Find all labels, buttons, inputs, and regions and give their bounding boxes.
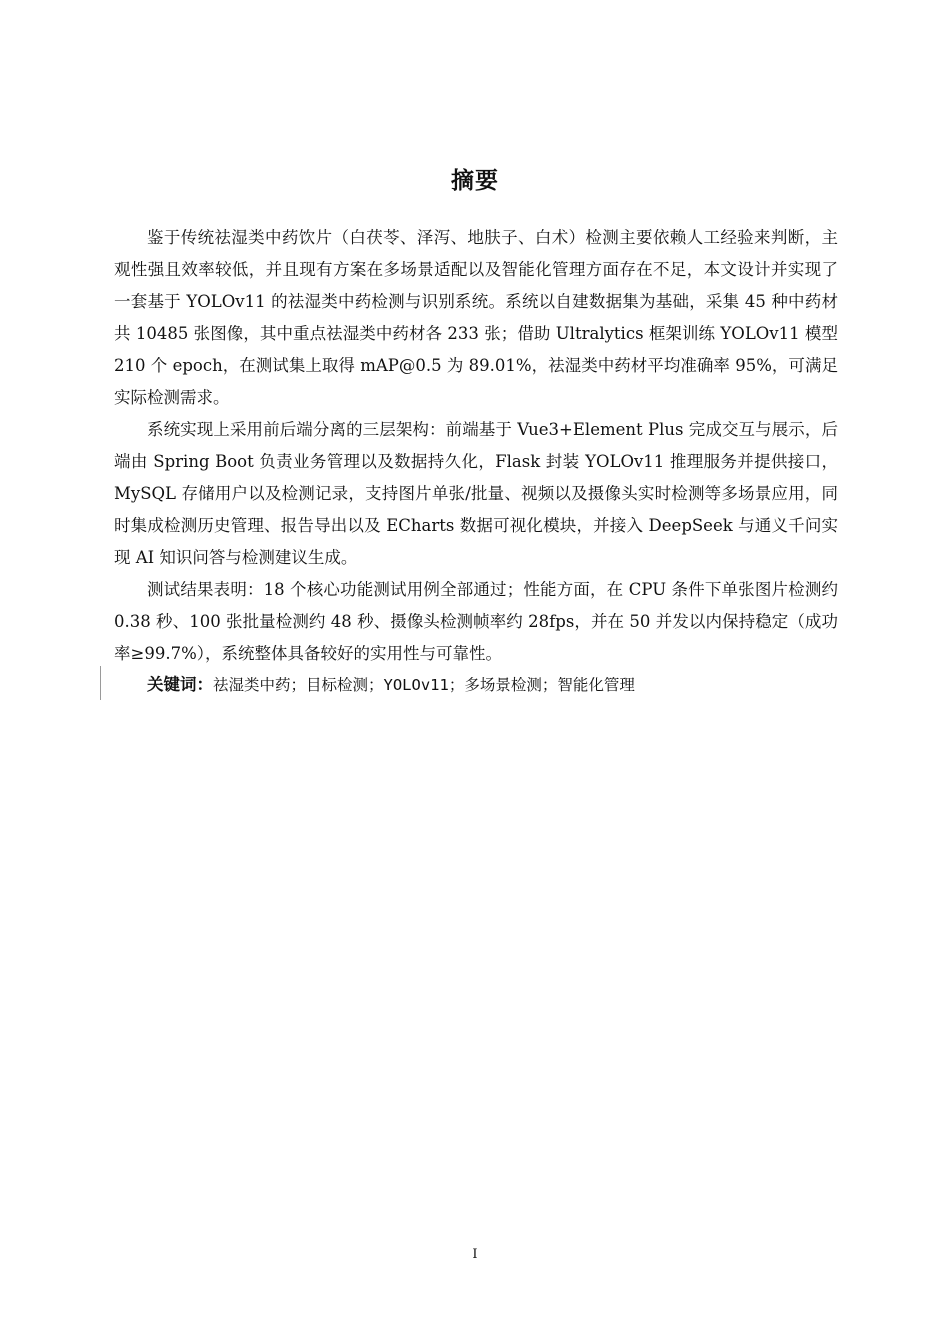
keywords-line: [114, 669, 838, 701]
keywords-label: 关键词：: [147, 675, 213, 694]
abstract-body: [114, 222, 838, 670]
abstract-paragraph-1: 鉴于传统祛湿类中药饮片（白茯苓、泽泻、地肤子、白术）检测主要依赖人工经验来判断，主观性强且效率较低，并且现有方案在多场景适配以及智能化管理方面存在不足，本文设计并实现了一套基于 YOLOv11 的祛湿类中药检测与识别系统。系统以自建数据集为基础，采集 45 种中药材共 10485 张图像，其中重点祛湿类中药材各 233 张；借助 Ultralytics 框架训练 YOLOv11 模型 210 个 epoch，在测试集上取得 mAP@0.5 为 89.01%，祛湿类中药材平均准确率 95%，可满足实际检测需求。: [114, 228, 838, 407]
page-number: I: [472, 1247, 478, 1262]
abstract-paragraph-2: 系统实现上采用前后端分离的三层架构：前端基于 Vue3+Element Plus 完成交互与展示，后端由 Spring Boot 负责业务管理以及数据持久化，Flask 封装 YOLOv11 推理服务并提供接口，MySQL 存储用户以及检测记录，支持图片单张/批量、视频以及摄像头实时检测等多场景应用，同时集成检测历史管理、报告导出以及 ECharts 数据可视化模块，并接入 DeepSeek 与通义千问实现 AI 知识问答与检测建议生成。: [114, 420, 838, 567]
keywords-text: 祛湿类中药；目标检测；YOLOv11；多场景检测；智能化管理: [213, 676, 635, 694]
abstract-paragraph-3: 测试结果表明：18 个核心功能测试用例全部通过；性能方面，在 CPU 条件下单张图片检测约 0.38 秒、100 张批量检测约 48 秒、摄像头检测帧率约 28fps，并在 50 并发以内保持稳定（成功率≥99.7%），系统整体具备较好的实用性与可靠性。: [114, 580, 838, 663]
page-title: 摘要: [451, 168, 499, 194]
text-cursor: [100, 666, 101, 700]
